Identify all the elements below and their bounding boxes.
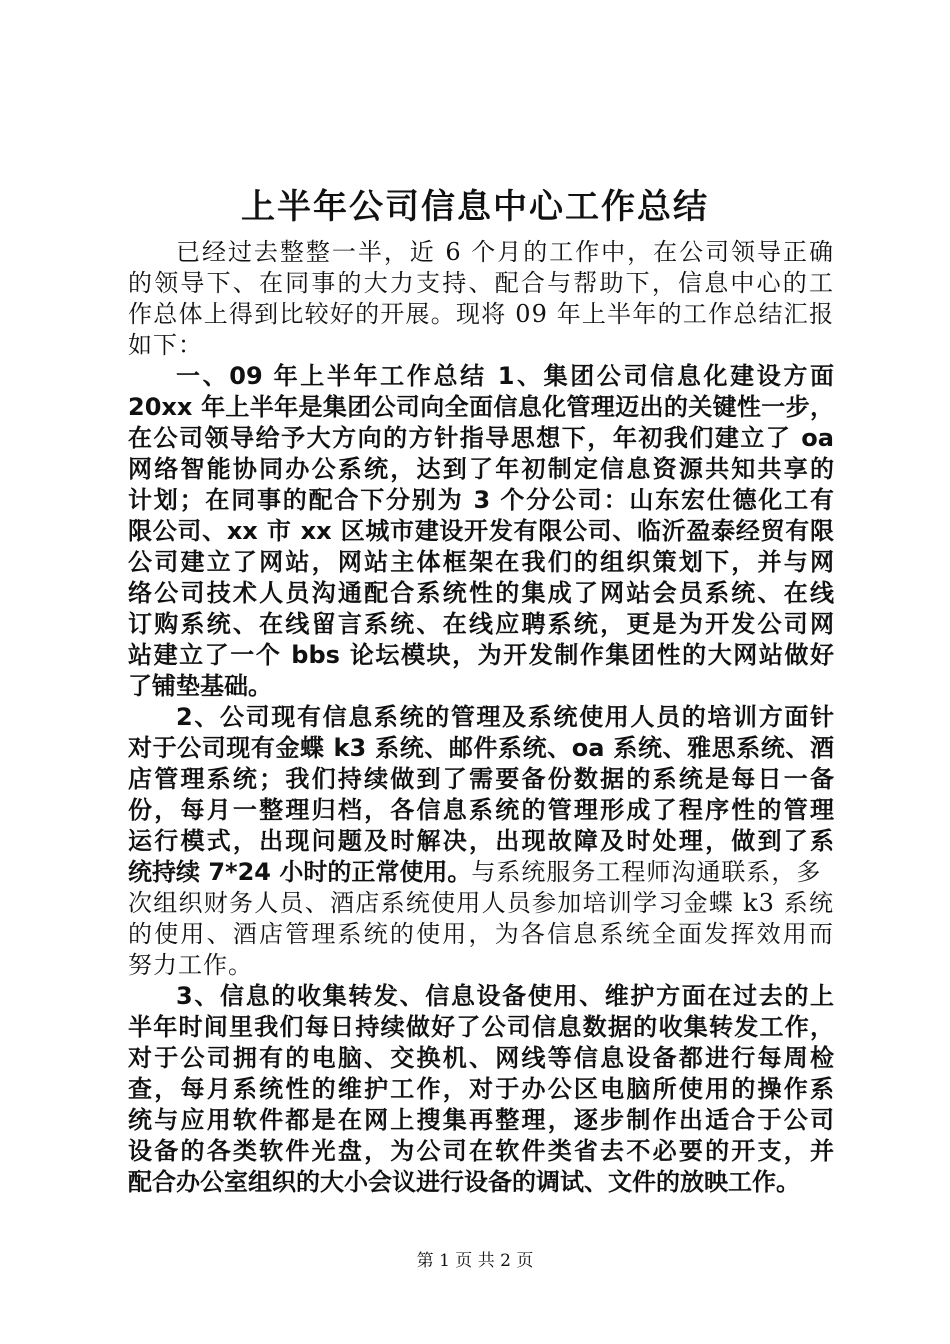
paragraph-line: 在公司领导给予大方向的方针指导思想下，年初我们建立了 oa bbox=[128, 424, 834, 452]
document-body bbox=[128, 237, 834, 1198]
paragraph-line: 20xx 年上半年是集团公司向全面信息化管理迈出的关键性一步， bbox=[128, 393, 834, 421]
paragraph-line: 设备的各类软件光盘，为公司在软件类省去不必要的开支，并 bbox=[128, 1137, 834, 1165]
paragraph-line: 店管理系统；我们持续做到了需要备份数据的系统是每日一备 bbox=[128, 765, 834, 793]
paragraph-line: 站建立了一个 bbs 论坛模块，为开发制作集团性的大网站做好 bbox=[128, 641, 834, 669]
paragraph-line: 对于公司现有金蝶 k3 系统、邮件系统、oa 系统、雅思系统、酒 bbox=[128, 734, 834, 762]
paragraph-line: 次组织财务人员、酒店系统使用人员参加培训学习金蝶 k3 系统 bbox=[128, 889, 834, 917]
paragraph-line: 已经过去整整一半，近 6 个月的工作中，在公司领导正确 bbox=[176, 238, 834, 266]
paragraph-line: 半年时间里我们每日持续做好了公司信息数据的收集转发工作， bbox=[128, 1013, 834, 1041]
paragraph-line: 网络智能协同办公系统，达到了年初制定信息资源共知共享的 bbox=[128, 455, 834, 483]
paragraph-line: 运行模式，出现问题及时解决，出现故障及时处理，做到了系 bbox=[128, 827, 834, 855]
page-number: 第 1 页 共 2 页 bbox=[416, 1251, 534, 1271]
section-1-paragraph bbox=[128, 361, 834, 702]
paragraph-line: 的使用、酒店管理系统的使用，为各信息系统全面发挥效用而 bbox=[128, 920, 834, 948]
paragraph-line: 3、信息的收集转发、信息设备使用、维护方面在过去的上 bbox=[176, 982, 834, 1010]
paragraph-line: 订购系统、在线留言系统、在线应聘系统，更是为开发公司网 bbox=[128, 610, 834, 638]
paragraph-line: 限公司、xx 市 xx 区城市建设开发有限公司、临沂盈泰经贸有限 bbox=[128, 517, 834, 545]
paragraph-line: 了铺垫基础。 bbox=[128, 672, 272, 700]
document-title: 上半年公司信息中心工作总结 bbox=[241, 187, 709, 227]
paragraph-line: 公司建立了网站，网站主体框架在我们的组织策划下，并与网 bbox=[128, 548, 834, 576]
section-2-paragraph bbox=[128, 702, 834, 981]
intro-paragraph bbox=[128, 237, 834, 361]
paragraph-line: 络公司技术人员沟通配合系统性的集成了网站会员系统、在线 bbox=[128, 579, 834, 607]
paragraph-line: 如下： bbox=[128, 331, 203, 359]
paragraph-line: 份，每月一整理归档，各信息系统的管理形成了程序性的管理 bbox=[128, 796, 834, 824]
paragraph-line: 一、09 年上半年工作总结 1、集团公司信息化建设方面 bbox=[176, 362, 834, 390]
paragraph-line: 配合办公室组织的大小会议进行设备的调试、文件的放映工作。 bbox=[128, 1168, 800, 1196]
paragraph-line: 统与应用软件都是在网上搜集再整理，逐步制作出适合于公司 bbox=[128, 1106, 834, 1134]
section-3-paragraph bbox=[128, 981, 834, 1198]
paragraph-line-mixed bbox=[128, 857, 834, 888]
paragraph-text-bold: 统持续 7*24 小时的正常使用。 bbox=[128, 858, 472, 886]
paragraph-line: 的领导下、在同事的大力支持、配合与帮助下，信息中心的工 bbox=[128, 269, 834, 297]
paragraph-line: 2、公司现有信息系统的管理及系统使用人员的培训方面针 bbox=[176, 703, 834, 731]
paragraph-line: 对于公司拥有的电脑、交换机、网线等信息设备都进行每周检 bbox=[128, 1044, 834, 1072]
paragraph-line: 查，每月系统性的维护工作，对于办公区电脑所使用的操作系 bbox=[128, 1075, 834, 1103]
paragraph-line: 计划；在同事的配合下分别为 3 个分公司：山东宏仕德化工有 bbox=[128, 486, 834, 514]
paragraph-line: 作总体上得到比较好的开展。现将 09 年上半年的工作总结汇报 bbox=[128, 300, 834, 328]
paragraph-line: 努力工作。 bbox=[128, 951, 253, 979]
paragraph-text-serif: 与系统服务工程师沟通联系，多 bbox=[471, 858, 822, 886]
